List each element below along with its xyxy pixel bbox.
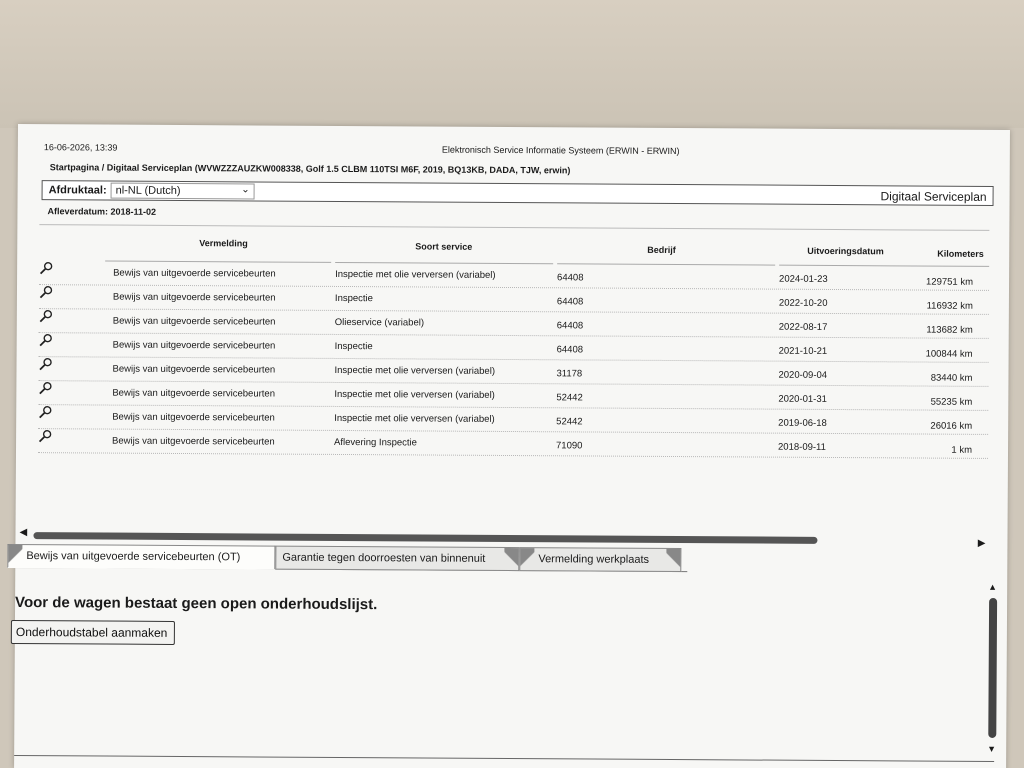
table-row[interactable]	[38, 429, 988, 459]
cell-bedrijf: 71090	[556, 440, 583, 452]
divider	[14, 755, 994, 762]
print-header	[44, 142, 990, 158]
magnifier-icon[interactable]	[39, 261, 53, 275]
cell-kilometers: 113682 km	[926, 324, 973, 336]
print-language-label: Afdruktaal:	[48, 184, 107, 197]
cell-kilometers: 55235 km	[930, 396, 973, 408]
cell-vermelding: Bewijs van uitgevoerde servicebeurten	[112, 435, 275, 448]
tab-service-history[interactable]	[7, 544, 275, 570]
column-header-kilometers[interactable]: Kilometers	[937, 248, 984, 259]
cell-vermelding: Bewijs van uitgevoerde servicebeurten	[112, 291, 276, 304]
tab-corner	[8, 545, 22, 567]
cell-bedrijf: 64408	[556, 296, 584, 308]
cell-soort-service: Inspectie met olie verversen (variabel)	[334, 364, 496, 377]
cell-kilometers: 83440 km	[930, 372, 973, 384]
cell-soort-service: Inspectie met olie verversen (variabel)	[334, 412, 495, 425]
no-maintenance-list-notice: Voor de wagen bestaat geen open onderhoudslijst.	[15, 593, 378, 614]
cell-vermelding: Bewijs van uitgevoerde servicebeurten	[112, 315, 276, 328]
table-header	[39, 225, 989, 267]
tab-label: Bewijs van uitgevoerde servicebeurten (OT)	[26, 550, 241, 564]
cell-kilometers: 26016 km	[930, 420, 973, 432]
tab-workshop-notes[interactable]	[519, 547, 681, 572]
cell-bedrijf: 52442	[556, 416, 583, 428]
cell-bedrijf: 64408	[556, 320, 584, 332]
magnifier-icon[interactable]	[38, 429, 52, 443]
scroll-right-icon[interactable]: ▶	[977, 537, 986, 549]
scrollbar-thumb[interactable]	[988, 598, 997, 738]
magnifier-icon[interactable]	[39, 285, 53, 299]
delivery-date: Afleverdatum: 2018-11-02	[47, 206, 157, 217]
tab-label: Garantie tegen doorroesten van binnenuit	[282, 551, 486, 565]
scroll-up-icon[interactable]: ▲	[988, 581, 998, 592]
cell-soort-service: Inspectie	[334, 292, 374, 305]
printed-page	[14, 124, 1010, 768]
magnifier-icon[interactable]	[38, 381, 52, 395]
cell-uitvoeringsdatum: 2018-09-11	[778, 441, 826, 453]
desk-background	[0, 0, 1024, 128]
cell-kilometers: 129751 km	[926, 276, 974, 288]
tab-corner	[666, 549, 680, 571]
cell-kilometers: 100844 km	[925, 348, 973, 360]
print-timestamp: 16-06-2026, 13:39	[43, 142, 118, 153]
cell-uitvoeringsdatum: 2020-09-04	[778, 369, 828, 381]
cell-bedrijf: 64408	[556, 344, 584, 356]
cell-kilometers: 1 km	[951, 444, 973, 456]
cell-vermelding: Bewijs van uitgevoerde servicebeurten	[112, 363, 276, 376]
magnifier-icon[interactable]	[39, 309, 53, 323]
cell-bedrijf: 64408	[557, 272, 584, 284]
cell-vermelding: Bewijs van uitgevoerde servicebeurten	[112, 387, 276, 400]
tab-rust-warranty[interactable]	[275, 546, 519, 571]
cell-uitvoeringsdatum: 2019-06-18	[778, 417, 827, 429]
vertical-scrollbar[interactable]	[986, 582, 999, 754]
cell-soort-service: Inspectie met olie verversen (variabel)	[334, 388, 495, 401]
cell-soort-service: Inspectie met olie verversen (variabel)	[335, 268, 496, 281]
breadcrumb[interactable]: Startpagina / Digitaal Serviceplan (WVWZZZAUZKW008338, Golf 1.5 CLBM 110TSI M6F, 2019, BQ13KB, DADA, TJW, erwin)	[49, 162, 571, 176]
magnifier-icon[interactable]	[39, 333, 53, 347]
cell-vermelding: Bewijs van uitgevoerde servicebeurten	[112, 339, 276, 352]
cell-uitvoeringsdatum: 2024-01-23	[779, 273, 828, 285]
column-header-uitvoeringsdatum[interactable]: Uitvoeringsdatum	[807, 245, 884, 257]
cell-bedrijf: 31178	[556, 368, 583, 380]
cell-soort-service: Inspectie	[334, 340, 373, 353]
system-title: Elektronisch Service Informatie Systeem (ERWIN - ERWIN)	[441, 144, 680, 157]
print-toolbar	[42, 180, 994, 206]
cell-vermelding: Bewijs van uitgevoerde servicebeurten	[113, 267, 276, 280]
cell-uitvoeringsdatum: 2020-01-31	[778, 393, 827, 405]
column-header-soort-service[interactable]: Soort service	[415, 241, 473, 252]
scroll-down-icon[interactable]: ▼	[987, 743, 997, 754]
cell-bedrijf: 52442	[556, 392, 583, 404]
magnifier-icon[interactable]	[38, 357, 52, 371]
cell-uitvoeringsdatum: 2022-08-17	[778, 321, 828, 333]
page-title: Digitaal Serviceplan	[880, 189, 987, 204]
cell-vermelding: Bewijs van uitgevoerde servicebeurten	[112, 411, 275, 424]
cell-uitvoeringsdatum: 2022-10-20	[778, 297, 828, 309]
horizontal-scrollbar[interactable]	[19, 527, 825, 545]
magnifier-icon[interactable]	[38, 405, 52, 419]
tab-label: Vermelding werkplaats	[538, 553, 650, 566]
service-table	[38, 224, 989, 459]
column-header-bedrijf[interactable]: Bedrijf	[647, 244, 676, 256]
print-language-select[interactable]	[111, 183, 255, 200]
cell-soort-service: Olieservice (variabel)	[334, 316, 425, 329]
column-header-vermelding[interactable]: Vermelding	[199, 238, 248, 249]
create-maintenance-table-button[interactable]: Onderhoudstabel aanmaken	[11, 620, 175, 645]
tab-bar	[7, 544, 687, 572]
chevron-down-icon: ⌄	[241, 184, 250, 196]
tab-corner	[504, 548, 518, 570]
cell-kilometers: 116932 km	[926, 300, 973, 312]
tab-corner	[520, 548, 534, 570]
cell-soort-service: Aflevering Inspectie	[334, 436, 418, 449]
cell-uitvoeringsdatum: 2021-10-21	[778, 345, 828, 357]
scroll-left-icon[interactable]: ◀	[19, 527, 28, 539]
print-language-value: nl-NL (Dutch)	[115, 184, 181, 197]
scrollbar-thumb[interactable]	[33, 532, 817, 544]
